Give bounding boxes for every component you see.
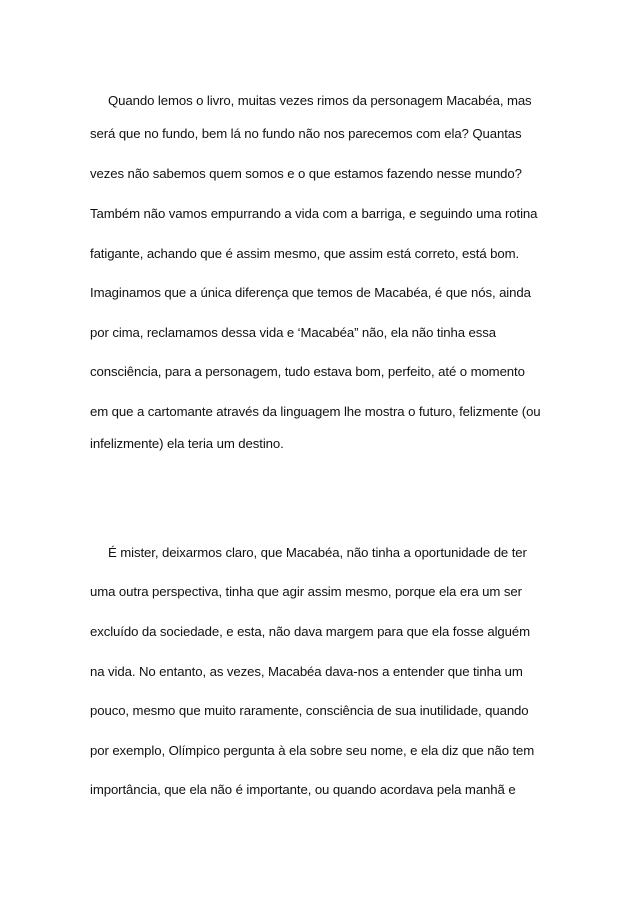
text-line: fatigante, achando que é assim mesmo, que assim está correto, está bom.: [90, 246, 520, 261]
text-line: pouco, mesmo que muito raramente, consciência de sua inutilidade, quando: [90, 703, 529, 718]
text-line: vezes não sabemos quem somos e o que estamos fazendo nesse mundo?: [90, 166, 522, 181]
text-line: importância, que ela não é importante, ou quando acordava pela manhã e: [90, 782, 516, 797]
text-line: uma outra perspectiva, tinha que agir assim mesmo, porque ela era um ser: [90, 584, 522, 599]
text-line: Também não vamos empurrando a vida com a barriga, e seguindo uma rotina: [90, 206, 538, 221]
text-line: Imaginamos que a única diferença que temos de Macabéa, é que nós, ainda: [90, 285, 531, 300]
text-line: infelizmente) ela teria um destino.: [90, 436, 284, 451]
text-line: por exemplo, Olímpico pergunta à ela sobre seu nome, e ela diz que não tem: [90, 743, 535, 758]
text-line: consciência, para a personagem, tudo estava bom, perfeito, até o momento: [90, 364, 525, 379]
text-line: por cima, reclamamos dessa vida e ‘Macabéa” não, ela não tinha essa: [90, 325, 496, 340]
text-line: em que a cartomante através da linguagem lhe mostra o futuro, felizmente (ou: [90, 404, 541, 419]
text-line: na vida. No entanto, as vezes, Macabéa dava-nos a entender que tinha um: [90, 664, 523, 679]
text-line: excluído da sociedade, e esta, não dava margem para que ela fosse alguém: [90, 624, 530, 639]
text-line: Quando lemos o livro, muitas vezes rimos da personagem Macabéa, mas: [108, 93, 532, 108]
text-line: será que no fundo, bem lá no fundo não nos parecemos com ela? Quantas: [90, 126, 522, 141]
text-line: É mister, deixarmos claro, que Macabéa, não tinha a oportunidade de ter: [108, 545, 527, 560]
